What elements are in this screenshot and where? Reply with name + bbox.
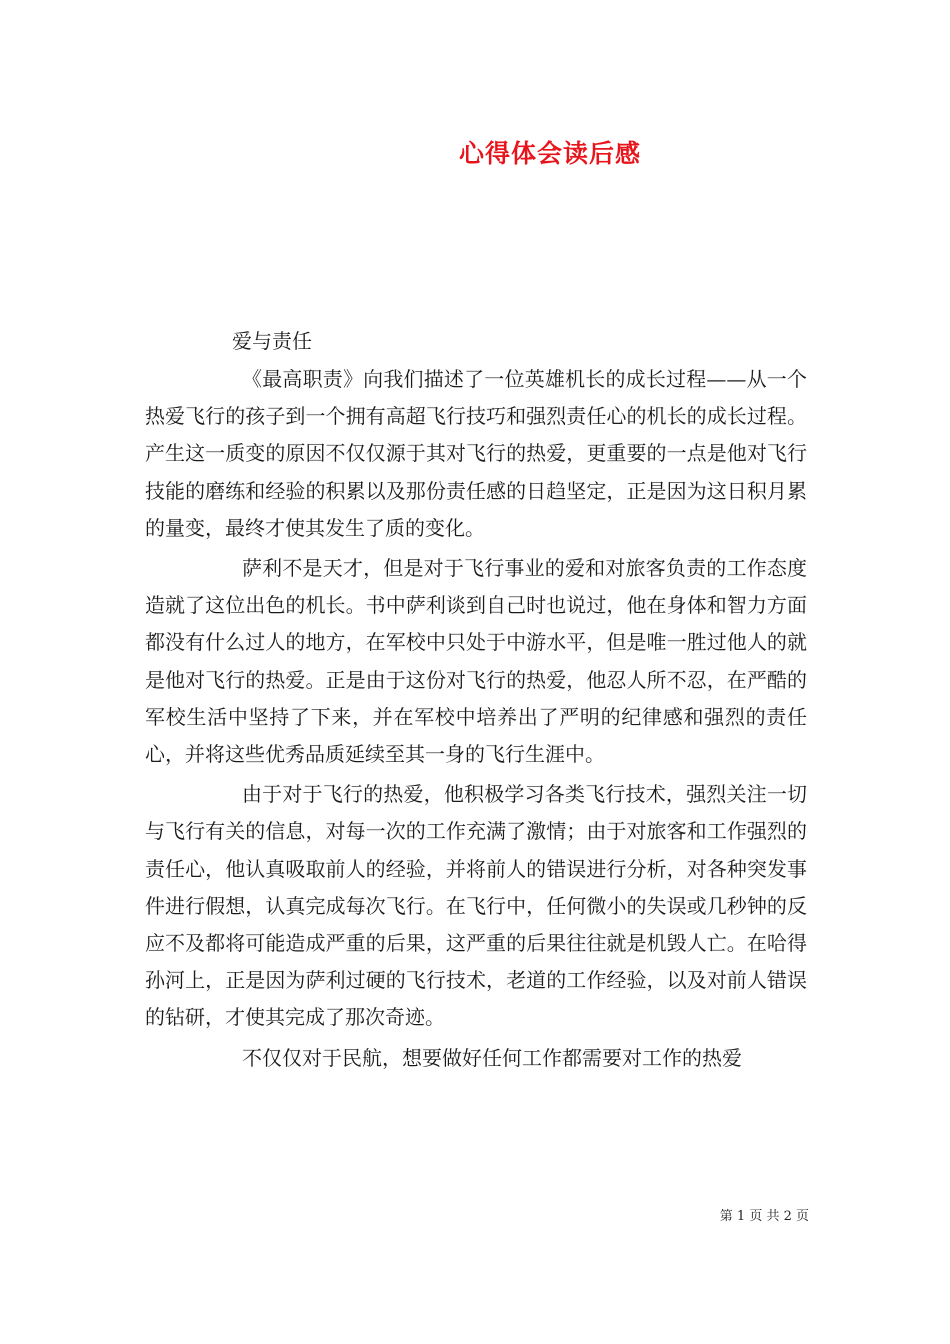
document-title: 心得体会读后感 [458, 139, 641, 168]
body-paragraph: 《最高职责》向我们描述了一位英雄机长的成长过程——从一个热爱飞行的孩子到一个拥有高超飞行技巧和强烈责任心的机长的成长过程。产生这一质变的原因不仅仅源于其对飞行的热爱，更重要的一点是他对飞行技能的磨练和经验的积累以及那份责任感的日趋坚定，正是因为这日积月累的量变，最终才使其发生了质的变化。 [145, 367, 807, 540]
page-number-footer: 第 1 页 共 2 页 [719, 1209, 809, 1224]
document-body [145, 361, 807, 1080]
body-paragraph: 不仅仅对于民航，想要做好任何工作都需要对工作的热爱 [242, 1045, 742, 1070]
body-paragraph: 萨利不是天才，但是对于飞行事业的爱和对旅客负责的工作态度造就了这位出色的机长。书中萨利谈到自己时也说过，他在身体和智力方面都没有什么过人的地方，在军校中只处于中游水平，但是唯一胜过他人的就是他对飞行的热爱。正是由于这份对飞行的热爱，他忍人所不忍，在严酷的军校生活中坚持了下来，并在军校中培养出了严明的纪律感和强烈的责任心，并将这些优秀品质延续至其一身的飞行生涯中。 [145, 556, 807, 767]
document-subtitle: 爱与责任 [232, 329, 312, 353]
body-paragraph: 由于对于飞行的热爱，他积极学习各类飞行技术，强烈关注一切与飞行有关的信息，对每一次的工作充满了激情；由于对旅客和工作强烈的责任心，他认真吸取前人的经验，并将前人的错误进行分析，对各种突发事件进行假想，认真完成每次飞行。在飞行中，任何微小的失误或几秒钟的反应不及都将可能造成严重的后果，这严重的后果往往就是机毁人亡。在哈得孙河上，正是因为萨利过硬的飞行技术，老道的工作经验，以及对前人错误的钻研，才使其完成了那次奇迹。 [145, 782, 807, 1030]
